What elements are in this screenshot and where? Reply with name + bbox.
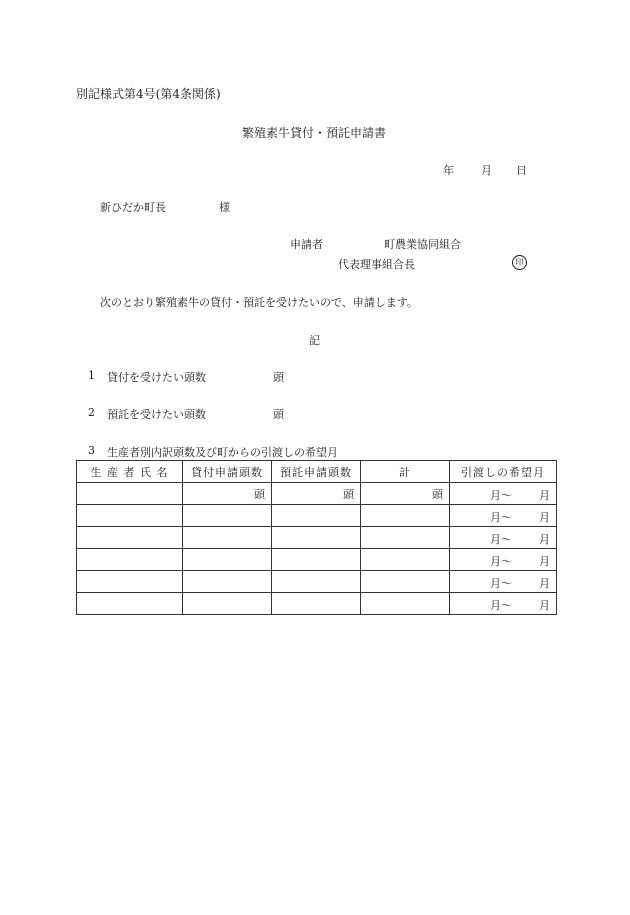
table-row bbox=[77, 505, 557, 527]
total-cell[interactable] bbox=[361, 571, 450, 593]
month-from-label: 月～ bbox=[490, 511, 512, 524]
delivery-month-cell[interactable] bbox=[450, 505, 557, 527]
total-cell[interactable] bbox=[361, 527, 450, 549]
item-1-label: 貸付を受けたい頭数 bbox=[107, 371, 206, 384]
month-from-label: 月～ bbox=[490, 555, 512, 568]
addressee-name: 新ひだか町長 bbox=[100, 201, 166, 214]
item-3-number: 3 bbox=[88, 444, 95, 457]
header-lease-count: 貸付申請頭数 bbox=[183, 461, 272, 483]
table-row bbox=[77, 571, 557, 593]
month-to-label: 月 bbox=[539, 599, 550, 612]
form-number: 別記様式第4号(第4条関係) bbox=[76, 87, 221, 101]
month-to-label: 月 bbox=[539, 577, 550, 590]
item-1-unit: 頭 bbox=[273, 371, 284, 384]
applicant-rep: 代表理事組合長 bbox=[338, 258, 415, 271]
date-month: 月 bbox=[481, 164, 492, 177]
unit-label: 頭 bbox=[432, 487, 443, 501]
lease-count-cell[interactable] bbox=[183, 549, 272, 571]
producer-name-cell[interactable] bbox=[77, 505, 183, 527]
date-year: 年 bbox=[443, 164, 454, 177]
item-2-number: 2 bbox=[88, 406, 95, 419]
producer-name-cell[interactable] bbox=[77, 483, 183, 505]
producer-name-cell[interactable] bbox=[77, 549, 183, 571]
header-deposit-count: 預託申請頭数 bbox=[272, 461, 361, 483]
delivery-month-cell[interactable] bbox=[450, 483, 557, 505]
header-producer-name: 生 産 者 氏 名 bbox=[77, 461, 183, 483]
ki-heading: 記 bbox=[309, 334, 320, 347]
lease-count-cell[interactable] bbox=[183, 505, 272, 527]
delivery-month-cell[interactable] bbox=[450, 527, 557, 549]
item-2-label: 預託を受けたい頭数 bbox=[107, 408, 206, 421]
lease-count-cell[interactable] bbox=[183, 483, 272, 505]
addressee-honorific: 様 bbox=[219, 201, 230, 214]
item-3-label: 生産者別内訳頭数及び町からの引渡しの希望月 bbox=[107, 446, 338, 459]
month-from-label: 月～ bbox=[490, 577, 512, 590]
lease-count-cell[interactable] bbox=[183, 571, 272, 593]
delivery-month-cell[interactable] bbox=[450, 549, 557, 571]
table-row bbox=[77, 527, 557, 549]
producer-name-cell[interactable] bbox=[77, 527, 183, 549]
deposit-count-cell[interactable] bbox=[272, 483, 361, 505]
deposit-count-cell[interactable] bbox=[272, 549, 361, 571]
body-text: 次のとおり繁殖素牛の貸付・預託を受けたいので、申請します。 bbox=[100, 296, 418, 309]
month-to-label: 月 bbox=[539, 489, 550, 502]
lease-count-cell[interactable] bbox=[183, 527, 272, 549]
lease-count-cell[interactable] bbox=[183, 593, 272, 615]
item-1-number: 1 bbox=[88, 369, 95, 382]
seal-mark: 印 bbox=[512, 255, 527, 270]
delivery-month-cell[interactable] bbox=[450, 593, 557, 615]
month-from-label: 月～ bbox=[490, 599, 512, 612]
header-delivery-month: 引渡しの希望月 bbox=[450, 461, 557, 483]
table-header-row bbox=[77, 461, 557, 483]
applicant-label: 申請者 bbox=[290, 238, 323, 251]
deposit-count-cell[interactable] bbox=[272, 505, 361, 527]
deposit-count-cell[interactable] bbox=[272, 593, 361, 615]
table-row bbox=[77, 483, 557, 505]
header-total: 計 bbox=[361, 461, 450, 483]
producer-name-cell[interactable] bbox=[77, 571, 183, 593]
total-cell[interactable] bbox=[361, 593, 450, 615]
applicant-org: 町農業協同組合 bbox=[384, 238, 461, 251]
table-row bbox=[77, 549, 557, 571]
unit-label: 頭 bbox=[343, 487, 354, 501]
delivery-month-cell[interactable] bbox=[450, 571, 557, 593]
deposit-count-cell[interactable] bbox=[272, 527, 361, 549]
document-title: 繁殖素牛貸付・預託申請書 bbox=[242, 126, 387, 140]
total-cell[interactable] bbox=[361, 549, 450, 571]
month-from-label: 月～ bbox=[490, 533, 512, 546]
producer-name-cell[interactable] bbox=[77, 593, 183, 615]
producer-breakdown-table bbox=[76, 460, 557, 615]
month-from-label: 月～ bbox=[490, 489, 512, 502]
total-cell[interactable] bbox=[361, 483, 450, 505]
month-to-label: 月 bbox=[539, 555, 550, 568]
month-to-label: 月 bbox=[539, 511, 550, 524]
month-to-label: 月 bbox=[539, 533, 550, 546]
table-row bbox=[77, 593, 557, 615]
item-2-unit: 頭 bbox=[273, 408, 284, 421]
total-cell[interactable] bbox=[361, 505, 450, 527]
date-day: 日 bbox=[516, 164, 527, 177]
deposit-count-cell[interactable] bbox=[272, 571, 361, 593]
unit-label: 頭 bbox=[254, 487, 265, 501]
